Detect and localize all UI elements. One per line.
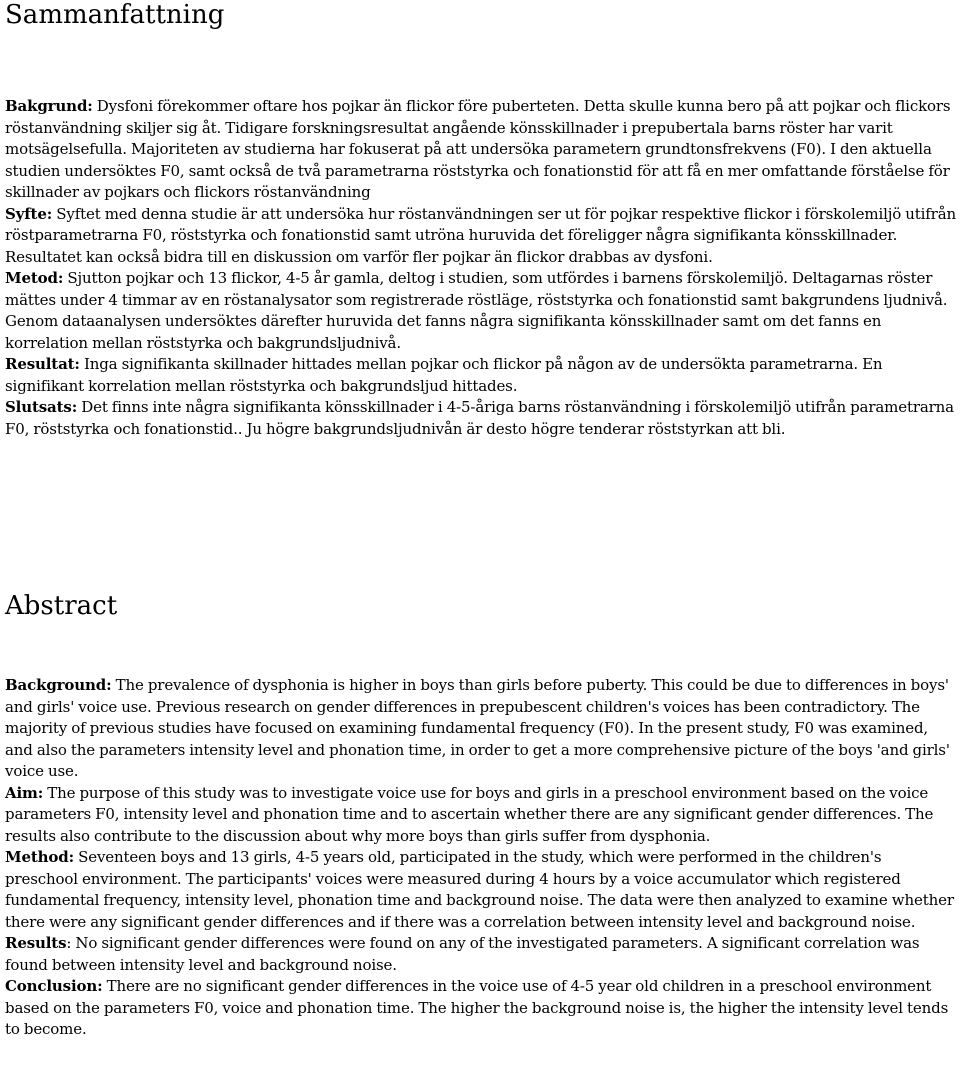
paragraph-text: There are no significant gender differences in the voice use of 4-5 year old children in a preschool environment based on the parameters F0, voice and phonation time. The higher the background noise is, the higher the intensity level tends to become. (5, 977, 949, 1038)
paragraph-label: Slutsats: (5, 398, 78, 416)
paragraph-bakgrund (5, 96, 957, 204)
swedish-summary-heading: Sammanfattning (5, 0, 225, 30)
paragraph-text: The purpose of this study was to investigate voice use for boys and girls in a preschool environment based on the voice parameters F0, intensity level and phonation time and to ascertain whether there are any significant gender differences. The results also contribute to the discussion about why more boys than girls suffer from dysphonia. (5, 783, 934, 845)
english-abstract-body (5, 675, 957, 1041)
paragraph-label: Syfte: (5, 204, 53, 223)
paragraph-text: Dysfoni förekommer oftare hos pojkar än flickor före puberteten. Detta skulle kunna bero på att pojkar och flickors röstanvändning skiljer sig åt. Tidigare forskningsresultat angående könsskillnader i prepubertala barns röster har varit motsägelsefulla. Majoriteten av studierna har fokuserat på att undersöka parametern grundtonsfrekvens (F0). I den aktuella studien undersöktes F0, samt också de två parametrarna röststyrka och fonationstid för att få en mer omfattande förståelse för skillnader av pojkars och flickors röstanvändning (5, 97, 951, 201)
paragraph-text: The prevalence of dysphonia is higher in boys than girls before puberty. This could be due to differences in boys' and girls' voice use. Previous research on gender differences in prepubescent children's voices has been contradictory. The majority of previous studies have focused on examining fundamental frequency (F0). In the present study, F0 was examined, and also the parameters intensity level and phonation time, in order to get a more comprehensive picture of the boys 'and girls' voice use. (5, 676, 950, 780)
paragraph-conclusion (5, 976, 957, 1041)
paragraph-syfte (5, 204, 957, 269)
paragraph-label: Bakgrund: (5, 97, 93, 115)
paragraph-text: Inga signifikanta skillnader hittades mellan pojkar och flickor på någon av de undersökta parametrarna. En signifikant korrelation mellan röststyrka och bakgrundsljud hittades. (5, 355, 883, 395)
paragraph-resultat (5, 354, 957, 397)
paragraph-aim (5, 783, 957, 848)
paragraph-text: Det finns inte några signifikanta könsskillnader i 4-5-åriga barns röstanvändning i förskolemiljö utifrån parametrarna F0, röststyrka och fonationstid.. Ju högre bakgrundsljudnivån är desto högre tenderar röststyrkan att bli. (5, 398, 954, 438)
paragraph-text: : No significant gender differences were found on any of the investigated parameters. A significant correlation was found between intensity level and background noise. (5, 934, 920, 974)
paragraph-metod (5, 268, 957, 354)
paragraph-method (5, 847, 957, 933)
paragraph-text: Seventeen boys and 13 girls, 4-5 years old, participated in the study, which were performed in the children's preschool environment. The participants' voices were measured during 4 hours by a voice accumulator which registered fundamental frequency, intensity level, phonation time and background noise. The data were then analyzed to examine whether there were any significant gender differences and if there was a correlation between intensity level and background noise. (5, 848, 954, 931)
paragraph-label: Metod: (5, 269, 64, 287)
paragraph-label: Resultat: (5, 355, 80, 373)
paragraph-results (5, 933, 957, 976)
paragraph-label: Results (5, 934, 67, 952)
paragraph-label: Background: (5, 676, 112, 694)
abstract-heading: Abstract (5, 591, 118, 621)
paragraph-text: Sjutton pojkar och 13 flickor, 4-5 år gamla, deltog i studien, som utfördes i barnens förskolemiljö. Deltagarnas röster mättes under 4 timmar av en röstanalysator som registrerade röstläge, röststyrka och fonationstid samt bakgrundens ljudnivå. Genom dataanalysen undersöktes därefter huruvida det fanns några signifikanta könsskillnader samt om det fanns en korrelation mellan röststyrka och bakgrundsljudnivå. (5, 269, 948, 352)
swedish-summary-body (5, 96, 957, 440)
paragraph-text: Syftet med denna studie är att undersöka hur röstanvändningen ser ut för pojkar respektive flickor i förskolemiljö utifrån röstparametrarna F0, röststyrka och fonationstid samt utröna huruvida det föreligger några signifikanta könsskillnader. Resultatet kan också bidra till en diskussion om varför fler pojkar än flickor drabbas av dysfoni. (5, 204, 957, 266)
paragraph-label: Method: (5, 848, 74, 866)
paragraph-label: Conclusion: (5, 977, 103, 995)
paragraph-label: Aim: (5, 783, 44, 802)
paragraph-slutsats (5, 397, 957, 440)
paragraph-background (5, 675, 957, 783)
